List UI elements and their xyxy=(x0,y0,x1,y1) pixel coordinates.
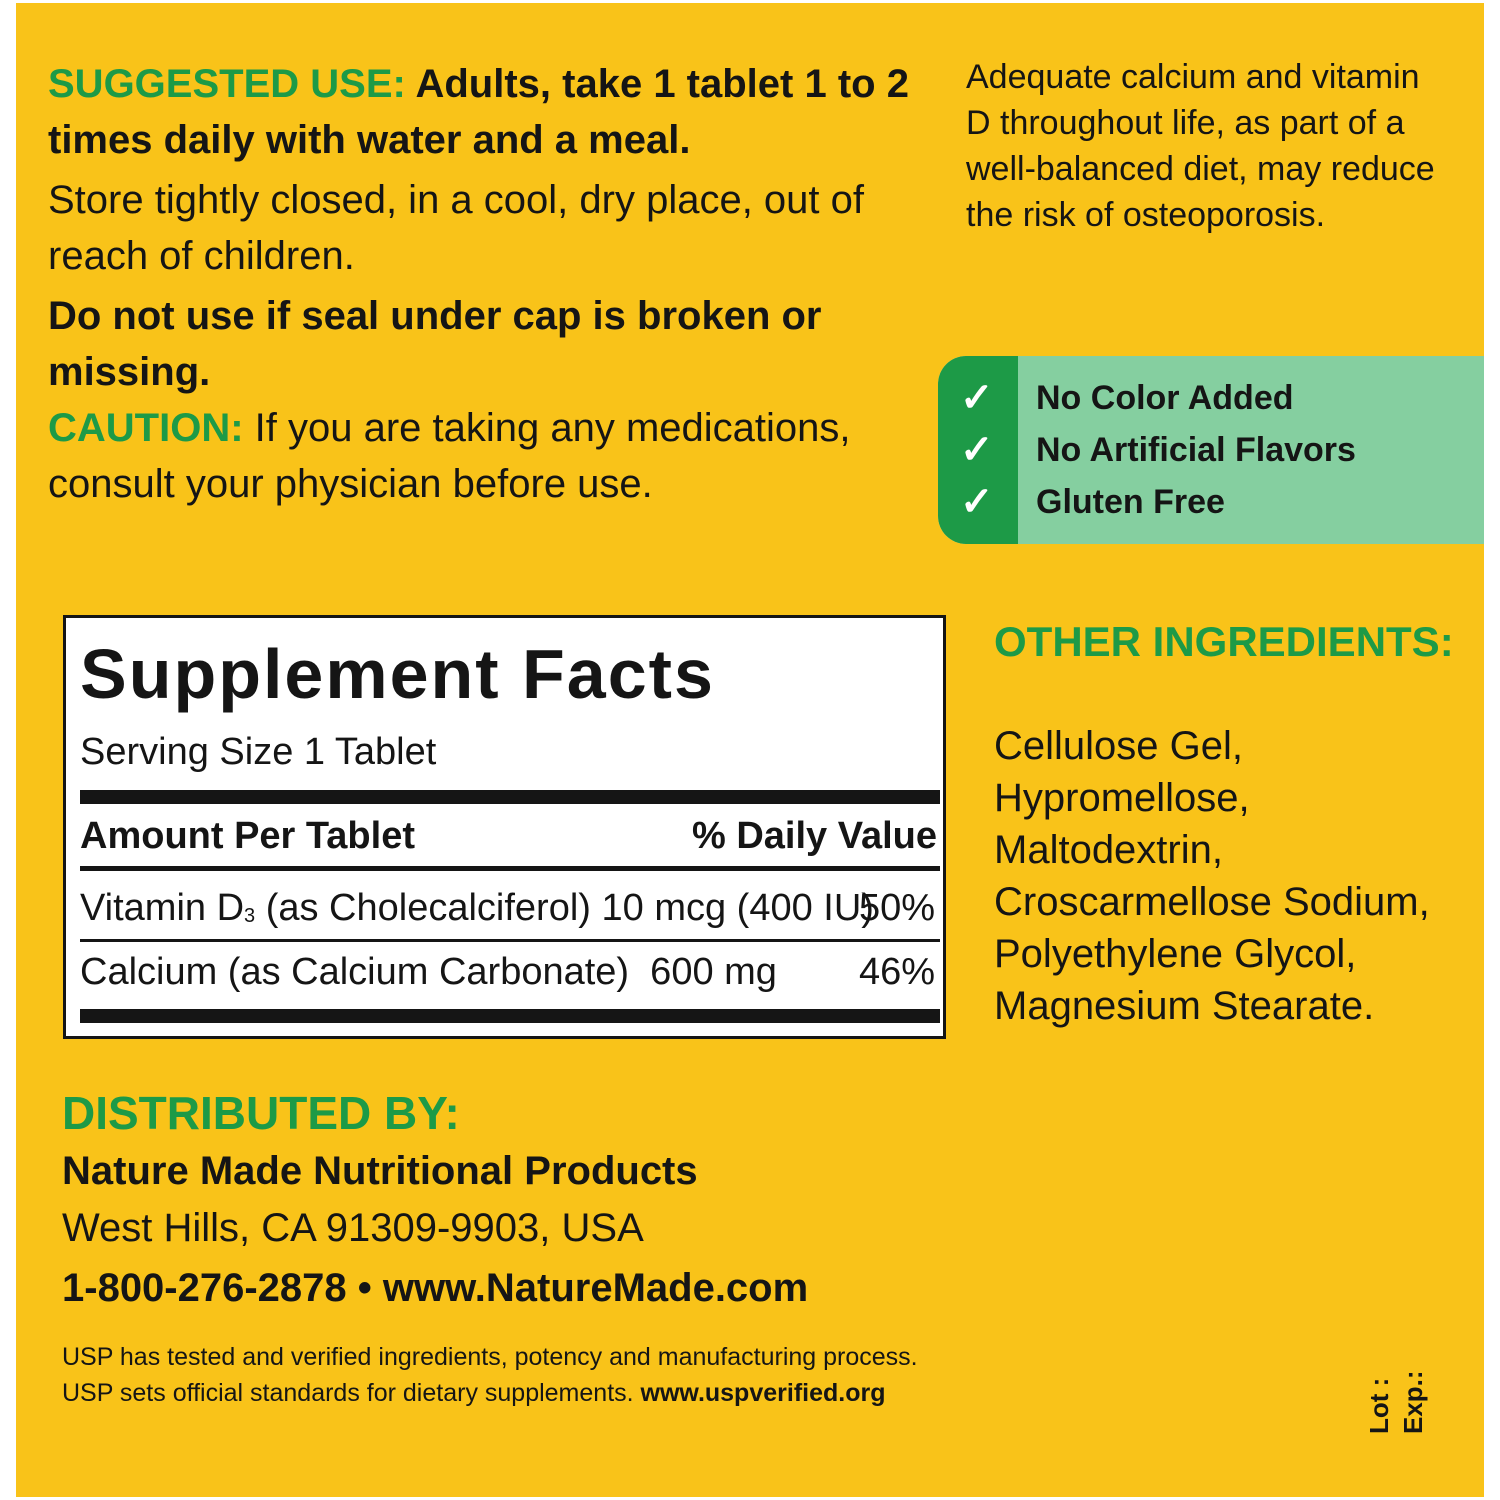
seal-warning: Do not use if seal under cap is broken or missing. xyxy=(48,294,822,394)
facts-row-name xyxy=(80,886,874,938)
check-icon: ✓ xyxy=(960,428,994,472)
health-claim: Adequate calcium and vitamin D throughout life, as part of a well-balanced diet, may reduce the risk of osteoporosis. xyxy=(966,58,1435,234)
checklist-item-label: Gluten Free xyxy=(1036,483,1225,521)
caution-paragraph xyxy=(48,400,928,512)
exp-label: Exp.: xyxy=(1398,1370,1428,1434)
lot-exp-stamp-area xyxy=(1362,1370,1430,1434)
usp-statement-text: USP sets official standards for dietary supplements. xyxy=(62,1379,641,1407)
usp-statement-line2 xyxy=(62,1376,885,1410)
checklist-item xyxy=(938,476,1484,528)
facts-divider xyxy=(80,866,940,871)
ingredient-item: Cellulose Gel, xyxy=(994,724,1244,768)
suggested-use-section xyxy=(48,56,928,512)
lot-label: Lot : xyxy=(1364,1377,1394,1434)
supplement-facts-panel xyxy=(63,615,946,1039)
amount-per-tablet-header: Amount Per Tablet xyxy=(80,815,415,857)
nutrient-name: Vitamin D xyxy=(80,887,245,929)
nutrient-name: Calcium (as Calcium Carbonate) 600 mg xyxy=(80,951,777,993)
nutrient-subscript: 3 xyxy=(244,905,256,927)
feature-checklist xyxy=(938,356,1484,544)
storage-instructions: Store tightly closed, in a cool, dry place, out of reach of children. xyxy=(48,178,864,278)
distributor-name: Nature Made Nutritional Products xyxy=(62,1149,698,1193)
suggested-use-instructions: Adults, take 1 tablet 1 to 2 times daily with water and a meal. xyxy=(48,62,909,162)
other-ingredients-list xyxy=(994,720,1474,1032)
suggested-use-paragraph xyxy=(48,56,928,168)
checklist-item-label: No Color Added xyxy=(1036,379,1294,417)
facts-row-dv: 50% xyxy=(858,887,935,929)
other-ingredients-heading: OTHER INGREDIENTS: xyxy=(994,618,1454,665)
supplement-facts-title: Supplement Facts xyxy=(80,635,715,713)
facts-divider xyxy=(80,939,940,942)
ingredient-item: Hypromellose, xyxy=(994,776,1250,820)
suggested-use-heading: SUGGESTED USE: xyxy=(48,62,406,106)
check-icon: ✓ xyxy=(960,376,994,420)
nutrient-amount: (as Cholecalciferol) 10 mcg (400 IU) xyxy=(255,887,874,929)
facts-divider-thick xyxy=(80,1009,940,1023)
daily-value-header: % Daily Value xyxy=(691,815,937,857)
facts-row-name xyxy=(80,950,777,994)
facts-row-dv: 46% xyxy=(858,951,935,993)
ingredient-item: Magnesium Stearate. xyxy=(994,984,1375,1028)
usp-statement-line1: USP has tested and verified ingredients, potency and manufacturing process. xyxy=(62,1343,918,1371)
usp-link: www.uspverified.org xyxy=(640,1379,886,1407)
ingredient-item: Polyethylene Glycol, xyxy=(994,932,1357,976)
checklist-item xyxy=(938,372,1484,424)
facts-divider-thick xyxy=(80,790,940,804)
checklist-item-label: No Artificial Flavors xyxy=(1036,431,1356,469)
ingredient-item: Maltodextrin, xyxy=(994,828,1223,872)
distributor-address: West Hills, CA 91309-9903, USA xyxy=(62,1206,644,1250)
caution-text: If you are taking any medications, consult your physician before use. xyxy=(48,406,851,506)
distributed-by-heading: DISTRIBUTED BY: xyxy=(62,1087,460,1139)
ingredient-item: Croscarmellose Sodium, xyxy=(994,880,1430,924)
serving-size: Serving Size 1 Tablet xyxy=(80,731,437,773)
caution-heading: CAUTION: xyxy=(48,406,244,450)
check-icon: ✓ xyxy=(960,480,994,524)
checklist-item xyxy=(938,424,1484,476)
distributor-contact: 1-800-276-2878 • www.NatureMade.com xyxy=(62,1266,809,1310)
